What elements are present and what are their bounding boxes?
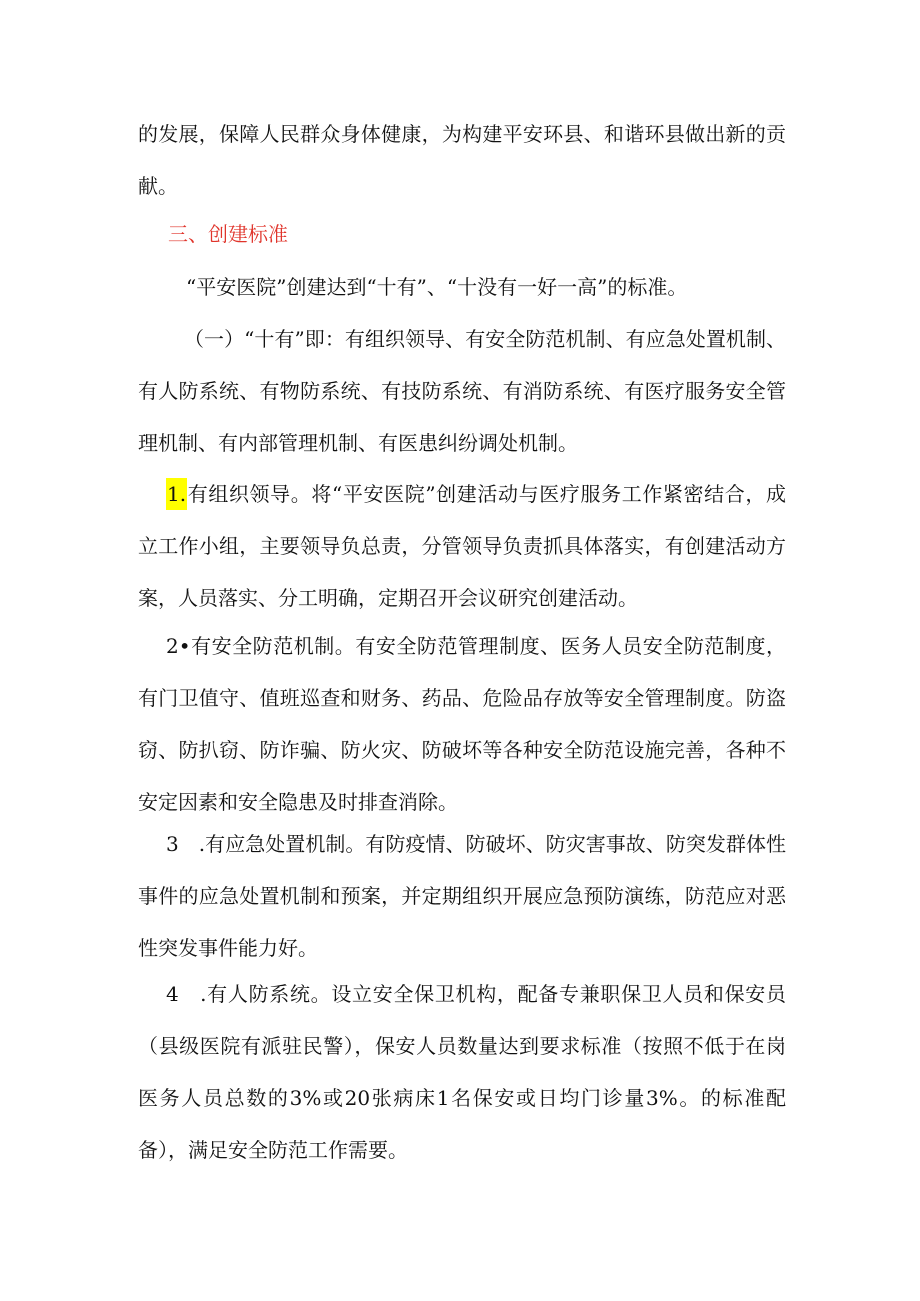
section-heading [168, 208, 288, 260]
list-item-1 [138, 468, 786, 624]
item-number: 3 . [166, 832, 206, 856]
item-number: 4 . [166, 982, 207, 1006]
item-text: 有安全防范机制。有安全防范管理制度、医务人员安全防范制度，有门卫值守、值班巡查和财务、药品、危险品存放等安全管理制度。防盗窃、防扒窃、防诈骗、防火灾、防破坏等各种安全防范设施完善，各种不安定因素和安全隐患及时排查消除。 [138, 634, 786, 814]
paragraph-text: 的发展，保障人民群众身体健康，为构建平安环县、和谐环县做出新的贡献。 [138, 122, 786, 198]
list-item-4 [138, 968, 786, 1176]
item-text: 有人防系统。设立安全保卫机构，配备专兼职保卫人员和保安员（县级医院有派驻民警），保安人员数量达到要求标准（按照不低于在岗医务人员总数的3%或20张病床1名保安或日均门诊量3%。的标准配备），满足安全防范工作需要。 [138, 982, 786, 1162]
paragraph-text: “平安医院”创建达到“十有”、“十没有一好一高”的标准。 [186, 275, 688, 299]
item-text: 有组织领导。将“平安医院”创建活动与医疗服务工作紧密结合，成立工作小组，主要领导负总责，分管领导负责抓具体落实，有创建活动方案，人员落实、分工明确，定期召开会议研究创建活动。 [138, 482, 786, 610]
item-number: 2• [166, 634, 191, 658]
paragraph-continuation [138, 108, 786, 212]
list-item-2 [138, 620, 786, 828]
paragraph-standard-intro [138, 261, 786, 313]
item-text: 有应急处置机制。有防疫情、防破坏、防灾害事故、防突发群体性事件的应急处置机制和预案，并定期组织开展应急预防演练，防范应对恶性突发事件能力好。 [138, 832, 786, 960]
list-item-3 [138, 818, 786, 974]
item-number-highlight: 1. [166, 478, 187, 510]
paragraph-text: （一）“十有”即：有组织领导、有安全防范机制、有应急处置机制、有人防系统、有物防系统、有技防系统、有消防系统、有医疗服务安全管理机制、有内部管理机制、有医患纠纷调处机制。 [138, 327, 786, 455]
paragraph-ten-haves [138, 313, 786, 469]
section-heading-text: 三、创建标准 [168, 222, 288, 246]
